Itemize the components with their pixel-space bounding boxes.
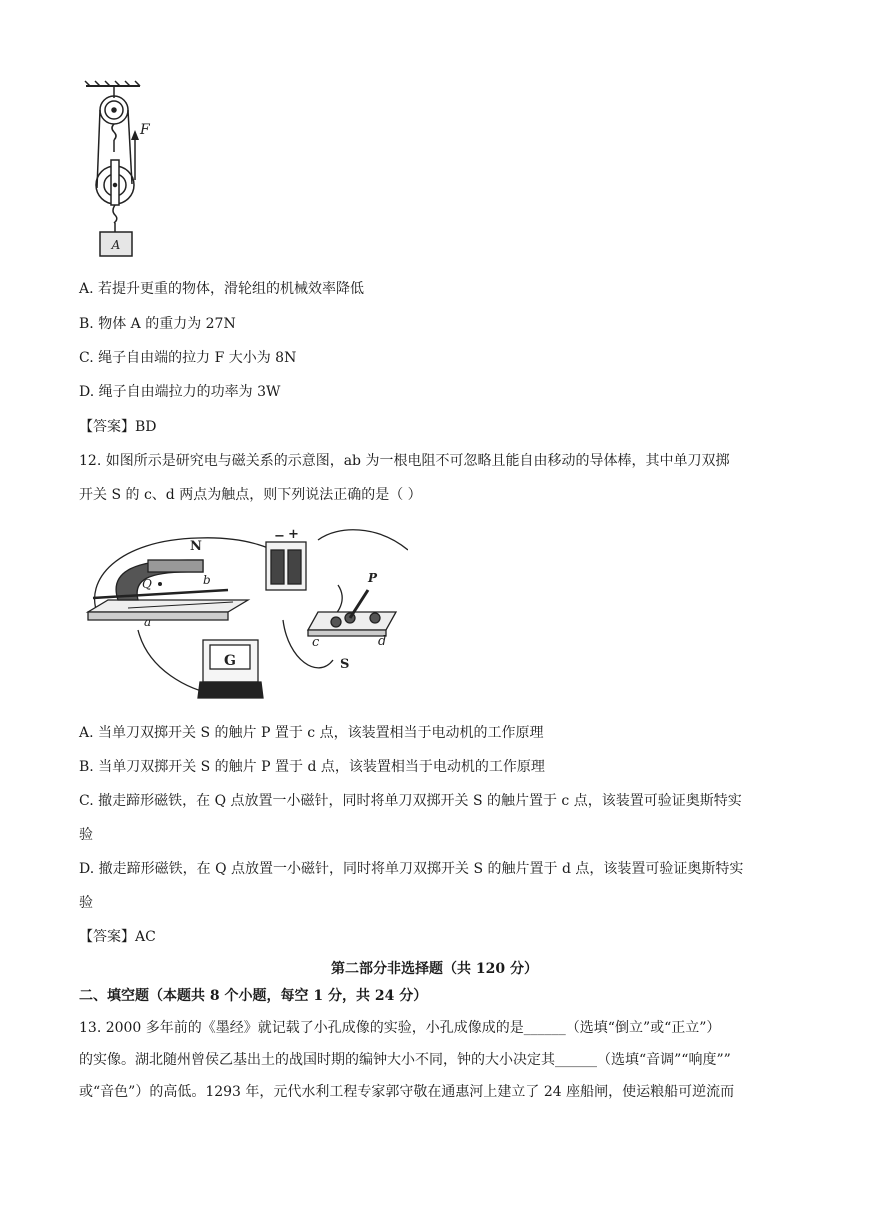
q12-option-a: A. 当单刀双掷开关 S 的触片 P 置于 c 点，该装置相当于电动机的工作原理	[79, 725, 544, 741]
q13-line1: 13. 2000 多年前的《墨经》就记载了小孔成像的实验，小孔成像成的是______（选填“倒立”或“正立”）	[79, 1020, 721, 1036]
galvanometer-label: G	[224, 653, 236, 669]
contact-d-label: d	[378, 634, 387, 649]
part2-title: 第二部分非选择题（共 120 分）	[331, 961, 538, 977]
q11-option-c: C. 绳子自由端的拉力 F 大小为 8N	[79, 350, 297, 366]
q13-line2: 的实像。湖北随州曾侯乙基出土的战国时期的编钟大小不同，钟的大小决定其______（选填“音调”“响度””	[79, 1052, 731, 1068]
pulley-system-figure	[80, 80, 175, 260]
battery-minus-label: −	[274, 529, 285, 544]
q11-answer: 【答案】BD	[79, 419, 157, 435]
battery-plus-label: +	[288, 527, 299, 542]
force-label: F	[140, 122, 150, 138]
q12-option-c-line1: C. 撤走蹄形磁铁，在 Q 点放置一小磁针，同时将单刀双掷开关 S 的触片置于 c 点，该装置可验证奥斯特实	[79, 793, 742, 809]
q12-answer: 【答案】AC	[79, 929, 156, 945]
electromagnetism-figure	[78, 520, 408, 710]
q12-option-d-line2: 验	[79, 895, 93, 911]
q12-option-d-line1: D. 撤走蹄形磁铁，在 Q 点放置一小磁针，同时将单刀双掷开关 S 的触片置于 d 点，该装置可验证奥斯特实	[79, 861, 744, 877]
q12-stem-line1: 12. 如图所示是研究电与磁关系的示意图，ab 为一根电阻不可忽略且能自由移动的导体棒，其中单刀双掷	[79, 453, 730, 469]
q12-option-b: B. 当单刀双掷开关 S 的触片 P 置于 d 点，该装置相当于电动机的工作原理	[79, 759, 545, 775]
switch-p-label: P	[368, 571, 378, 585]
section2-title: 二、填空题（本题共 8 个小题，每空 1 分，共 24 分）	[79, 988, 428, 1004]
q12-stem-line2: 开关 S 的 c、d 两点为触点，则下列说法正确的是（ ）	[79, 487, 422, 503]
switch-s-label: S	[340, 657, 350, 672]
rod-b-label: b	[203, 573, 211, 587]
contact-c-label: c	[312, 635, 320, 650]
rod-a-label: a	[144, 615, 152, 629]
q12-option-c-line2: 验	[79, 827, 93, 843]
point-q-label: Q	[142, 577, 152, 591]
block-label: A	[111, 238, 121, 252]
magnet-north-label: N	[190, 539, 202, 554]
q11-option-d: D. 绳子自由端拉力的功率为 3W	[79, 384, 281, 400]
q13-line3: 或“音色”）的高低。1293 年，元代水利工程专家郭守敬在通惠河上建立了 24 座船闸，使运粮船可逆流而	[79, 1084, 735, 1100]
q11-option-b: B. 物体 A 的重力为 27N	[79, 316, 236, 332]
q11-option-a: A. 若提升更重的物体，滑轮组的机械效率降低	[79, 281, 365, 297]
